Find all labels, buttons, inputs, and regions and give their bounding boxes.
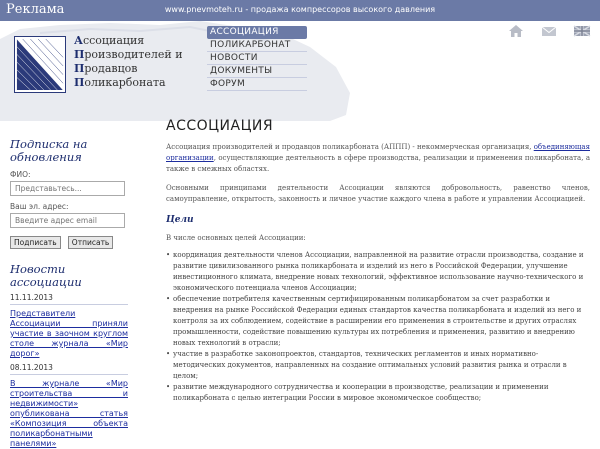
subscribe-button[interactable]: Подписать	[10, 236, 61, 249]
site-header	[0, 21, 600, 121]
intro-paragraph: Ассоциация производителей и продавцов поликарбоната (АППП) - некоммерческая организация, объединяющая организации, осуществляющие деятельность в сфере производства, реализации и применения поликарбоната, а также в смежных областях.	[166, 143, 590, 173]
goal-item: • координация деятельности членов Ассоциации, направленной на развитие отрасли производства, создание и развитие цивилизованного рынка поликарбоната и изделий из него в Российской Федерации, улучшение инвестиционного климата, внедрение новых технологий, эффективное использование научно-технического и экономического потенциала членов Ассоциации;	[166, 250, 590, 294]
news-section	[10, 263, 128, 449]
uk-flag-icon[interactable]	[574, 24, 590, 38]
news-title: Новости ассоциации	[10, 262, 82, 289]
email-label: Ваш эл. адрес:	[10, 202, 69, 211]
page-title: АССОЦИАЦИЯ	[166, 118, 274, 134]
association-logo[interactable]	[14, 36, 66, 93]
news-date: 08.11.2013	[10, 363, 128, 375]
left-sidebar	[10, 138, 128, 449]
org-name-line: Поликарбоната	[74, 76, 166, 89]
members-link[interactable]: объединяющая организации	[166, 143, 590, 162]
news-link[interactable]: Представители Ассоциации приняли участие в заочном круглом столе журнала «Мир дорог»	[10, 309, 128, 358]
header-icons	[496, 24, 590, 43]
top-ad-link[interactable]: www.pnevmoteh.ru - продажа компрессоров высокого давления	[164, 5, 436, 14]
top-ad-bar	[0, 0, 600, 21]
ad-label: Реклама	[6, 2, 65, 17]
goals-list	[166, 250, 590, 404]
unsubscribe-button[interactable]: Отписать	[68, 236, 114, 249]
goal-item: • обеспечение потребителя качественным сертифицированным поликарбонатом за счет разработки и внедрения на рынке Российской Федерации единых стандартов качества поликарбоната и изделий из него и контроля за их соблюдением, содействие в расширении его применения в строительстве и других отраслях промышленности, содействие повышению культуры их потребления и применения, развитию и внедрению новых технологий в отрасли;	[166, 294, 590, 349]
goals-intro: В числе основных целей Ассоциации:	[166, 234, 306, 242]
subscribe-title: Подписка на обновления	[10, 137, 88, 164]
main-nav	[207, 26, 307, 91]
mail-icon[interactable]	[541, 24, 557, 38]
nav-item-forum[interactable]: ФОРУМ	[207, 78, 307, 91]
nav-item-polycarbonate[interactable]: ПОЛИКАРБОНАТ	[207, 39, 307, 52]
org-name-line: Продавцов	[74, 62, 138, 75]
logo-icon	[15, 37, 65, 92]
news-link[interactable]: В журнале «Мир строительства и недвижимости» опубликована статья «Композиция объекта поликарбонатными панелями»	[10, 379, 128, 448]
goal-item: • участие в разработке законопроектов, стандартов, технических регламентов и иных нормативно-методических документов, направленных на создание оптимальных условий развития рынка и отрасли в целом;	[166, 349, 590, 382]
email-input[interactable]	[10, 213, 125, 228]
news-date: 11.11.2013	[10, 293, 128, 305]
principles-paragraph: Основными принципами деятельности Ассоциации являются добровольность, равенство членов, самоуправление, открытость, законность и личное участие каждого члена в работе и управлении Ассоциацией.	[166, 184, 590, 203]
main-content	[166, 118, 590, 404]
name-input[interactable]	[10, 181, 125, 196]
goal-item: • развитие международного сотрудничества и кооперации в производстве, реализации и применении поликарбоната с целью интеграции России в мировое экономическое сообщество;	[166, 382, 590, 404]
nav-item-documents[interactable]: ДОКУМЕНТЫ	[207, 65, 307, 78]
name-label: ФИО:	[10, 170, 31, 179]
goals-heading: Цели	[166, 215, 194, 225]
nav-item-association[interactable]: АССОЦИАЦИЯ	[207, 26, 307, 39]
org-name-line: Ассоциация	[74, 34, 145, 47]
nav-item-news[interactable]: НОВОСТИ	[207, 52, 307, 65]
org-name-line: Производителей и	[74, 48, 183, 61]
home-icon[interactable]	[508, 24, 524, 38]
org-name	[74, 34, 183, 90]
